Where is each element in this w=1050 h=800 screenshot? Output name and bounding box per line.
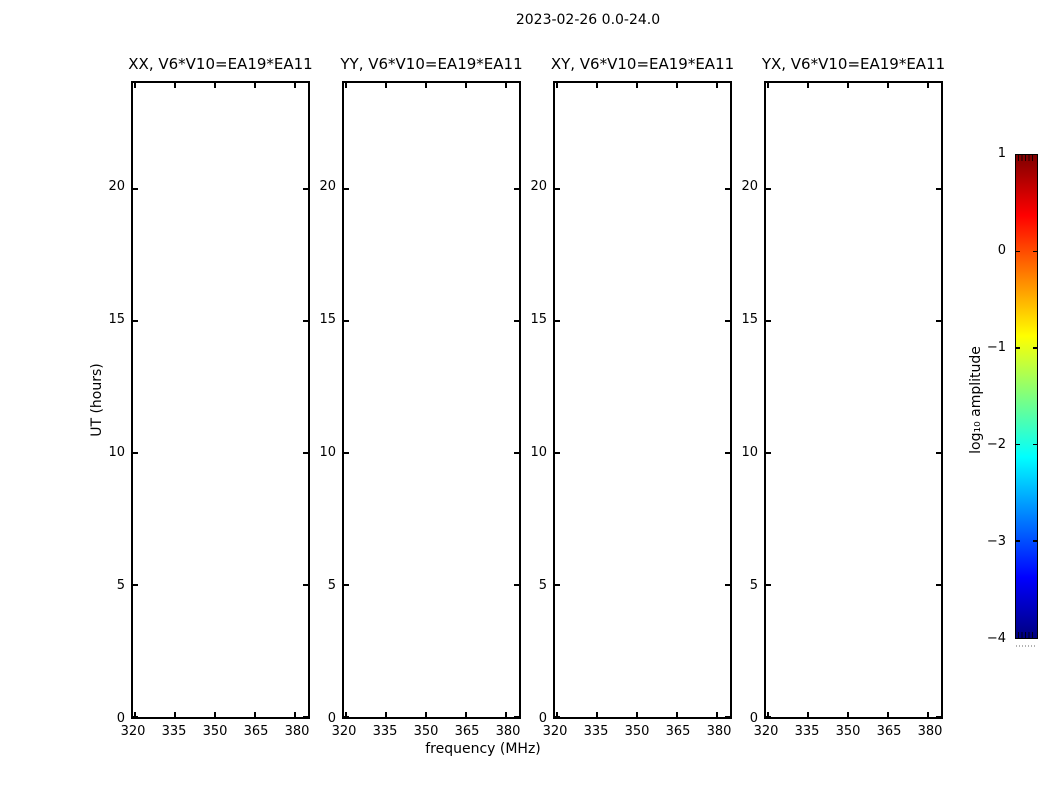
y-tick-label: 10 <box>319 445 336 461</box>
y-tick-right <box>936 584 941 586</box>
y-tick-left <box>555 716 560 718</box>
y-tick-left <box>344 584 349 586</box>
y-tick-left <box>766 188 771 190</box>
panel-title: YX, V6*V10=EA19*EA11 <box>761 55 946 73</box>
colorbar-tick-label: −4 <box>986 631 1006 646</box>
x-tick-label: 365 <box>665 724 691 739</box>
x-tick-bottom <box>847 712 849 717</box>
x-tick-label: 335 <box>161 724 187 739</box>
y-tick-label: 15 <box>741 312 758 328</box>
x-tick-bottom <box>927 712 929 717</box>
colorbar-tick-label: −1 <box>986 340 1006 355</box>
x-tick-top <box>465 83 467 88</box>
x-tick-label: 365 <box>243 724 269 739</box>
y-tick-left <box>133 584 138 586</box>
x-tick-top <box>134 83 136 88</box>
y-tick-right <box>936 452 941 454</box>
y-tick-label: 15 <box>319 312 336 328</box>
x-tick-label: 380 <box>284 724 310 739</box>
x-tick-bottom <box>174 712 176 717</box>
x-tick-top <box>294 83 296 88</box>
x-tick-label: 320 <box>120 724 146 739</box>
x-tick-top <box>345 83 347 88</box>
y-tick-left <box>555 584 560 586</box>
x-tick-top <box>927 83 929 88</box>
x-tick-bottom <box>887 712 889 717</box>
x-tick-label: 320 <box>753 724 779 739</box>
x-tick-label: 365 <box>876 724 902 739</box>
panel-title: XY, V6*V10=EA19*EA11 <box>550 55 735 73</box>
figure-title: 2023-02-26 0.0-24.0 <box>515 12 661 28</box>
x-tick-label: 380 <box>706 724 732 739</box>
x-tick-top <box>596 83 598 88</box>
x-tick-label: 320 <box>331 724 357 739</box>
colorbar-artifact-dots <box>1016 645 1037 647</box>
y-axis-label: UT (hours) <box>89 363 105 437</box>
x-tick-top <box>385 83 387 88</box>
x-tick-bottom <box>807 712 809 717</box>
x-tick-label: 350 <box>624 724 650 739</box>
y-tick-label: 10 <box>530 445 547 461</box>
y-tick-left <box>555 452 560 454</box>
colorbar-tick-label: −2 <box>986 437 1006 452</box>
y-tick-left <box>344 320 349 322</box>
panel-title: XX, V6*V10=EA19*EA11 <box>128 55 313 73</box>
y-tick-label: 15 <box>108 312 125 328</box>
y-tick-left <box>344 452 349 454</box>
y-tick-label: 5 <box>749 578 758 594</box>
x-tick-label: 380 <box>495 724 521 739</box>
plot-frame <box>131 81 310 719</box>
y-tick-label: 0 <box>116 711 125 726</box>
colorbar-frame <box>1015 154 1038 639</box>
colorbar-tick-label: 1 <box>997 146 1006 161</box>
colorbar-tick-left <box>1016 251 1020 253</box>
plot-frame <box>764 81 943 719</box>
x-axis-label: frequency (MHz) <box>425 741 541 757</box>
x-tick-top <box>887 83 889 88</box>
x-tick-top <box>847 83 849 88</box>
y-tick-right <box>936 188 941 190</box>
colorbar-gradient <box>1016 155 1037 638</box>
y-tick-label: 20 <box>319 179 336 195</box>
x-tick-label: 320 <box>542 724 568 739</box>
y-tick-label: 0 <box>538 711 547 726</box>
y-tick-left <box>133 716 138 718</box>
y-tick-left <box>344 188 349 190</box>
y-tick-left <box>766 584 771 586</box>
x-tick-label: 335 <box>794 724 820 739</box>
y-tick-label: 20 <box>108 179 125 195</box>
x-tick-top <box>214 83 216 88</box>
y-tick-label: 20 <box>530 179 547 195</box>
x-tick-bottom <box>676 712 678 717</box>
colorbar-tick-right <box>1033 540 1037 542</box>
colorbar-tick-label: −3 <box>986 534 1006 549</box>
x-tick-label: 350 <box>835 724 861 739</box>
y-tick-left <box>344 716 349 718</box>
x-tick-top <box>174 83 176 88</box>
y-tick-label: 10 <box>108 445 125 461</box>
y-tick-left <box>766 320 771 322</box>
colorbar-tick-right <box>1033 347 1037 349</box>
y-tick-left <box>133 452 138 454</box>
plot-frame <box>342 81 521 719</box>
colorbar-top-hatch <box>1018 155 1035 161</box>
x-tick-bottom <box>214 712 216 717</box>
y-tick-label: 0 <box>749 711 758 726</box>
panel-title: YY, V6*V10=EA19*EA11 <box>340 55 523 73</box>
x-tick-bottom <box>596 712 598 717</box>
x-tick-top <box>767 83 769 88</box>
x-tick-label: 350 <box>202 724 228 739</box>
x-tick-top <box>676 83 678 88</box>
x-tick-top <box>716 83 718 88</box>
x-tick-label: 335 <box>372 724 398 739</box>
colorbar-tick-right <box>1033 251 1037 253</box>
y-tick-label: 0 <box>327 711 336 726</box>
colorbar-label: log₁₀ amplitude <box>968 346 984 454</box>
y-tick-left <box>133 188 138 190</box>
y-tick-label: 5 <box>327 578 336 594</box>
x-tick-top <box>636 83 638 88</box>
colorbar-tick-right <box>1033 444 1037 446</box>
colorbar-tick-left <box>1016 540 1020 542</box>
x-tick-bottom <box>425 712 427 717</box>
colorbar-tick-left <box>1016 444 1020 446</box>
x-tick-bottom <box>254 712 256 717</box>
y-tick-label: 20 <box>741 179 758 195</box>
x-tick-top <box>254 83 256 88</box>
x-tick-bottom <box>385 712 387 717</box>
x-tick-top <box>807 83 809 88</box>
x-tick-label: 380 <box>917 724 943 739</box>
colorbar-bottom-hatch <box>1018 632 1035 638</box>
y-tick-label: 10 <box>741 445 758 461</box>
y-tick-label: 5 <box>116 578 125 594</box>
x-tick-top <box>425 83 427 88</box>
x-tick-top <box>505 83 507 88</box>
y-tick-label: 15 <box>530 312 547 328</box>
x-tick-top <box>556 83 558 88</box>
x-tick-bottom <box>636 712 638 717</box>
x-tick-label: 350 <box>413 724 439 739</box>
x-tick-bottom <box>465 712 467 717</box>
x-tick-label: 365 <box>454 724 480 739</box>
y-tick-left <box>766 716 771 718</box>
y-tick-left <box>133 320 138 322</box>
x-tick-label: 335 <box>583 724 609 739</box>
y-tick-left <box>555 320 560 322</box>
colorbar-tick-left <box>1016 347 1020 349</box>
y-tick-right <box>936 320 941 322</box>
y-tick-label: 5 <box>538 578 547 594</box>
y-tick-left <box>766 452 771 454</box>
plot-frame <box>553 81 732 719</box>
y-tick-left <box>555 188 560 190</box>
y-tick-right <box>936 716 941 718</box>
colorbar-tick-label: 0 <box>997 243 1006 258</box>
